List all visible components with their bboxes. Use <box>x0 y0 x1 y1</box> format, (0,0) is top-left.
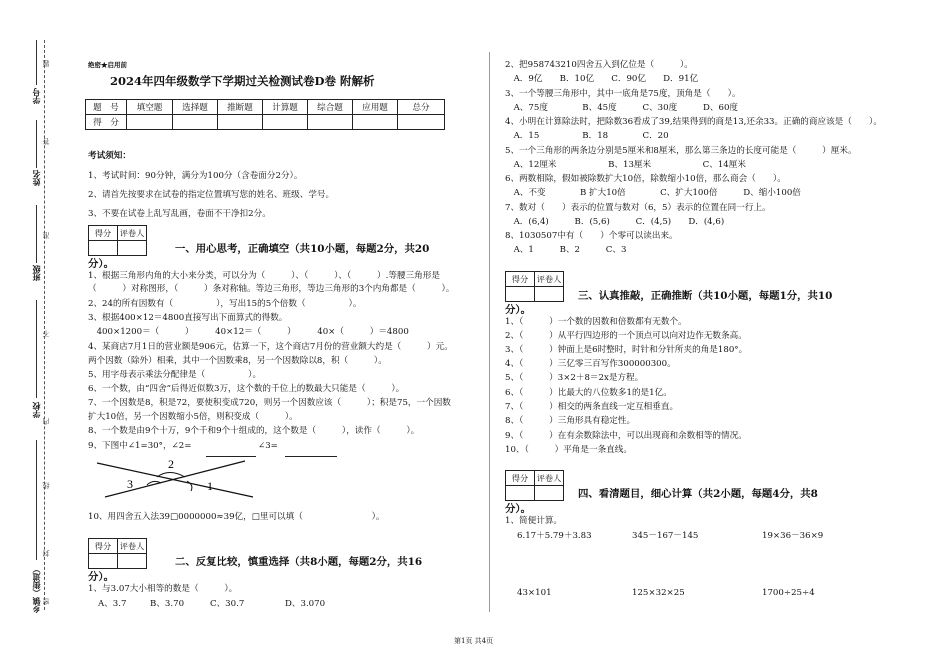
section3-title-cont: 分）。 <box>505 304 531 316</box>
score-table-header: 题 号 <box>86 100 127 115</box>
fill-line-student-id <box>36 40 37 85</box>
margin-label-township: 乡镇（街道） <box>31 565 41 613</box>
calc-expression: 125×32×25 <box>632 588 685 598</box>
right-line: A、不变 B 扩大10倍 C、扩大100倍 D、缩小100倍 <box>505 188 801 198</box>
section1-line: 7、一个因数是8，积是72，要使积变成720，则另一个因数应该（ ）；积是75，一个因数 <box>88 398 451 408</box>
grader-reviewer-label: 评卷人 <box>535 272 564 287</box>
section1-line: 5、用字母表示乘法分配律是（ ）。 <box>88 370 262 380</box>
page-title: 2024年四年级数学下学期过关检测试卷D卷 附解析 <box>110 74 375 88</box>
angle3-blank[interactable] <box>285 447 337 457</box>
section3-item: 6、（ ）比最大的八位数多1的是1亿。 <box>505 388 672 398</box>
margin-char: 封 <box>42 550 50 557</box>
grader-score-label: 得分 <box>89 539 118 554</box>
section1-title: 一、用心思考，正确填空（共10小题，每题2分，共20 <box>175 243 430 255</box>
right-line: 2、把958743210四舍五入到亿位是（ ）。 <box>505 60 693 70</box>
margin-char: 密 <box>42 598 50 605</box>
score-row-label: 得 分 <box>86 115 127 130</box>
right-line: 3、一个等腰三角形中，其中一底角是75度，顶角是（ ）。 <box>505 89 741 99</box>
right-line: 8、1030507中有（ ）个零可以读出来。 <box>505 231 678 241</box>
section3-item: 7、（ ）相交的两条直线一定互相垂直。 <box>505 402 679 412</box>
score-cell[interactable] <box>353 115 398 130</box>
margin-char: 内 <box>42 418 50 425</box>
section2-title-cont: 分）。 <box>88 571 114 583</box>
fig-label-1: 1 <box>207 479 213 493</box>
section2-q1-option: D、3.070 <box>285 599 326 609</box>
grader-reviewer-label: 评卷人 <box>118 539 147 554</box>
fill-line-class <box>36 205 37 263</box>
notice-item: 3、不要在试卷上乱写乱画，卷面不干净扣2分。 <box>88 209 271 219</box>
section4-title-cont: 分）。 <box>505 503 531 515</box>
grader-reviewer-label: 评卷人 <box>535 471 564 486</box>
margin-label-school: 学校 <box>31 402 41 418</box>
grader-box-section3 <box>505 271 564 302</box>
score-cell[interactable] <box>398 115 445 130</box>
secret-label: 绝密★启用前 <box>88 61 127 69</box>
section2-q1-option: C、30.7 <box>210 599 245 609</box>
grader-reviewer-label: 评卷人 <box>118 226 147 241</box>
fig-label-3: 3 <box>127 477 133 491</box>
right-line: A、1 B、2 C、3 <box>505 245 627 255</box>
score-table-header: 选择题 <box>173 100 218 115</box>
section3-item: 3、（ ）钟面上是6时整时，时针和分针所夹的角是180°。 <box>505 345 748 355</box>
section1-line: 8、一个数是由9个十万，9个千和9个十组成的，这个数是（ ），读作（ ）。 <box>88 426 420 436</box>
line-a <box>97 463 253 497</box>
grader-reviewer-cell[interactable] <box>118 554 147 569</box>
angle2-arc <box>157 473 185 478</box>
score-table-score-row <box>86 115 445 130</box>
section1-line: 扩大10倍，另一个因数缩小5倍，则积变成（ ）。 <box>88 412 298 422</box>
fig-label-2: 2 <box>168 457 174 471</box>
section3-item: 10、（ ）平角是一条直线。 <box>505 445 632 455</box>
right-line: A．(6,4) B．(5,6) C．(4,5) D．(4,6) <box>505 217 725 227</box>
page-footer: 第1页 共4页 <box>454 637 494 645</box>
score-table-header: 填空题 <box>127 100 173 115</box>
margin-char: 题 <box>42 60 50 67</box>
section1-line: 9、下图中∠1=30°，∠2= <box>88 441 192 451</box>
grader-score-label: 得分 <box>506 471 535 486</box>
calc-expression: 345－167－145 <box>632 531 699 541</box>
grader-box-section1 <box>88 225 147 256</box>
section3-item: 8、（ ）三角形具有稳定性。 <box>505 416 636 426</box>
section1-line: （ ）对称图形，（ ）条对称轴。等边三角形，等边三角形的3个内角都是（ ）。 <box>88 284 455 294</box>
binding-line <box>44 40 45 610</box>
score-table-header: 应用题 <box>353 100 398 115</box>
section1-line: ∠3= <box>258 441 278 451</box>
line-b <box>105 461 245 497</box>
margin-char: 线 <box>42 482 50 489</box>
section1-line: 1、根据三角形内角的大小来分类，可以分为（ ）、（ ）、（ ）.等腰三角形是 <box>88 271 440 281</box>
calc-expression: 1700÷25÷4 <box>762 588 815 598</box>
right-line: A．15 B．18 C．20 <box>505 131 669 141</box>
section1-title-cont: 分）。 <box>88 258 114 270</box>
margin-label-student-id: 学号 <box>31 88 41 104</box>
right-line: A、75度 B、45度 C、30度 D、60度 <box>505 103 739 113</box>
score-table-header: 推断题 <box>218 100 263 115</box>
grader-score-cell[interactable] <box>506 287 535 302</box>
margin-char: 答 <box>42 138 50 145</box>
section2-q1-option: A、3.7 <box>98 599 127 609</box>
score-table-header-row <box>86 100 445 115</box>
section1-line: 两个因数（除外）相乘，其中一个因数乘8，另一个因数除以8，积（ ）。 <box>88 356 387 366</box>
section4-title: 四、看清题目，细心计算（共2小题，每题4分，共8 <box>578 488 818 500</box>
score-table-header: 总分 <box>398 100 445 115</box>
score-cell[interactable] <box>308 115 353 130</box>
notice-item: 2、请首先按要求在试卷的指定位置填写您的姓名、班级、学号。 <box>88 190 335 200</box>
fill-line-township <box>36 440 37 560</box>
fill-line-school <box>36 300 37 398</box>
notice-title: 考试须知： <box>88 151 131 161</box>
right-line: 5、一个三角形的两条边分别是5厘米和8厘米，那么第三条边的长度可能是（ ）厘米。 <box>505 146 857 156</box>
section1-line-10: 10、用四舍五入法39□0000000≈39亿，□里可以填（ ）。 <box>88 512 385 522</box>
score-table <box>85 99 445 130</box>
column-divider <box>489 52 490 612</box>
right-line: 7、数对（ ）表示的位置与数对（6，5）表示的位置在同一行上。 <box>505 203 771 213</box>
right-line: A．9亿 B．10亿 C．90亿 D．91亿 <box>505 74 699 84</box>
section1-line: 400×1200＝（ ） 40×12＝（ ） 40×（ ）＝4800 <box>88 327 409 337</box>
score-table-header: 综合题 <box>308 100 353 115</box>
calc-expression: 19×36－36×9 <box>762 531 824 541</box>
score-table-header: 计算题 <box>263 100 308 115</box>
section4-q1: 1、简便计算。 <box>505 516 563 526</box>
score-cell[interactable] <box>263 115 308 130</box>
section3-item: 1、（ ）一个数的因数和倍数都有无数个。 <box>505 317 687 327</box>
section3-item: 4、（ ）三亿零三百写作300000300。 <box>505 359 676 369</box>
notice-item: 1、考试时间：90分钟，满分为100分（含卷面分2分）。 <box>88 171 303 181</box>
right-line: 6、两数相除，假如被除数扩大10倍，除数缩小10倍，那么商会（ ）。 <box>505 174 786 184</box>
section3-item: 5、（ ）3×2＋8＝2x是方程。 <box>505 373 644 383</box>
margin-char: 准 <box>42 232 50 239</box>
calc-expression: 6.17＋5.79＋3.83 <box>517 531 592 541</box>
section1-line: 4、某商店7月1日的营业额是906元，估算一下，这个商店7月份的营业额大约是（ ）元。 <box>88 342 453 352</box>
grader-score-label: 得分 <box>506 272 535 287</box>
score-cell[interactable] <box>218 115 263 130</box>
margin-label-class: 班级 <box>31 265 41 281</box>
section2-title: 二、反复比较，慎重选择（共8小题，每题2分，共16 <box>175 556 423 568</box>
section3-item: 9、（ ）在有余数除法中，可以出现商和余数相等的情况。 <box>505 431 747 441</box>
calc-expression: 43×101 <box>517 588 552 598</box>
score-cell[interactable] <box>127 115 173 130</box>
section3-item: 2、（ ）从平行四边形的一个顶点可以向对边作无数条高。 <box>505 331 747 341</box>
score-cell[interactable] <box>173 115 218 130</box>
grader-reviewer-cell[interactable] <box>118 241 147 256</box>
grader-box-section2 <box>88 538 147 569</box>
grader-score-cell[interactable] <box>89 241 118 256</box>
margin-char: 不 <box>42 330 50 337</box>
margin-label-name: 姓名 <box>31 170 41 186</box>
section2-q1-option: B、3.70 <box>150 599 185 609</box>
section1-line: 6、一个数，由“四舍”后得近似数3万，这个数的千位上的数最大只能是（ ）。 <box>88 384 405 394</box>
fill-line-name <box>36 120 37 168</box>
grader-score-cell[interactable] <box>89 554 118 569</box>
grader-reviewer-cell[interactable] <box>535 486 564 501</box>
angle-figure <box>95 455 255 500</box>
section1-line: 2、24的所有因数有（ ），写出15的5个倍数（ ）。 <box>88 299 362 309</box>
section3-title: 三、认真推敲，正确推断（共10小题，每题1分，共10 <box>578 290 833 302</box>
grader-reviewer-cell[interactable] <box>535 287 564 302</box>
right-line: A、12厘米 B、13厘米 C、14厘米 <box>505 160 746 170</box>
grader-box-section4 <box>505 470 564 501</box>
grader-score-label: 得分 <box>89 226 118 241</box>
right-line: 4、小明在计算除法时，把除数36看成了39,结果得到的商是13,还余33。正确的商应该是（ ）。 <box>505 117 882 127</box>
grader-score-cell[interactable] <box>506 486 535 501</box>
section1-line: 3、根据400×12＝4800直接写出下面算式的得数。 <box>88 313 288 323</box>
section2-q1: 1、与3.07大小相等的数是（ ）。 <box>88 584 238 594</box>
